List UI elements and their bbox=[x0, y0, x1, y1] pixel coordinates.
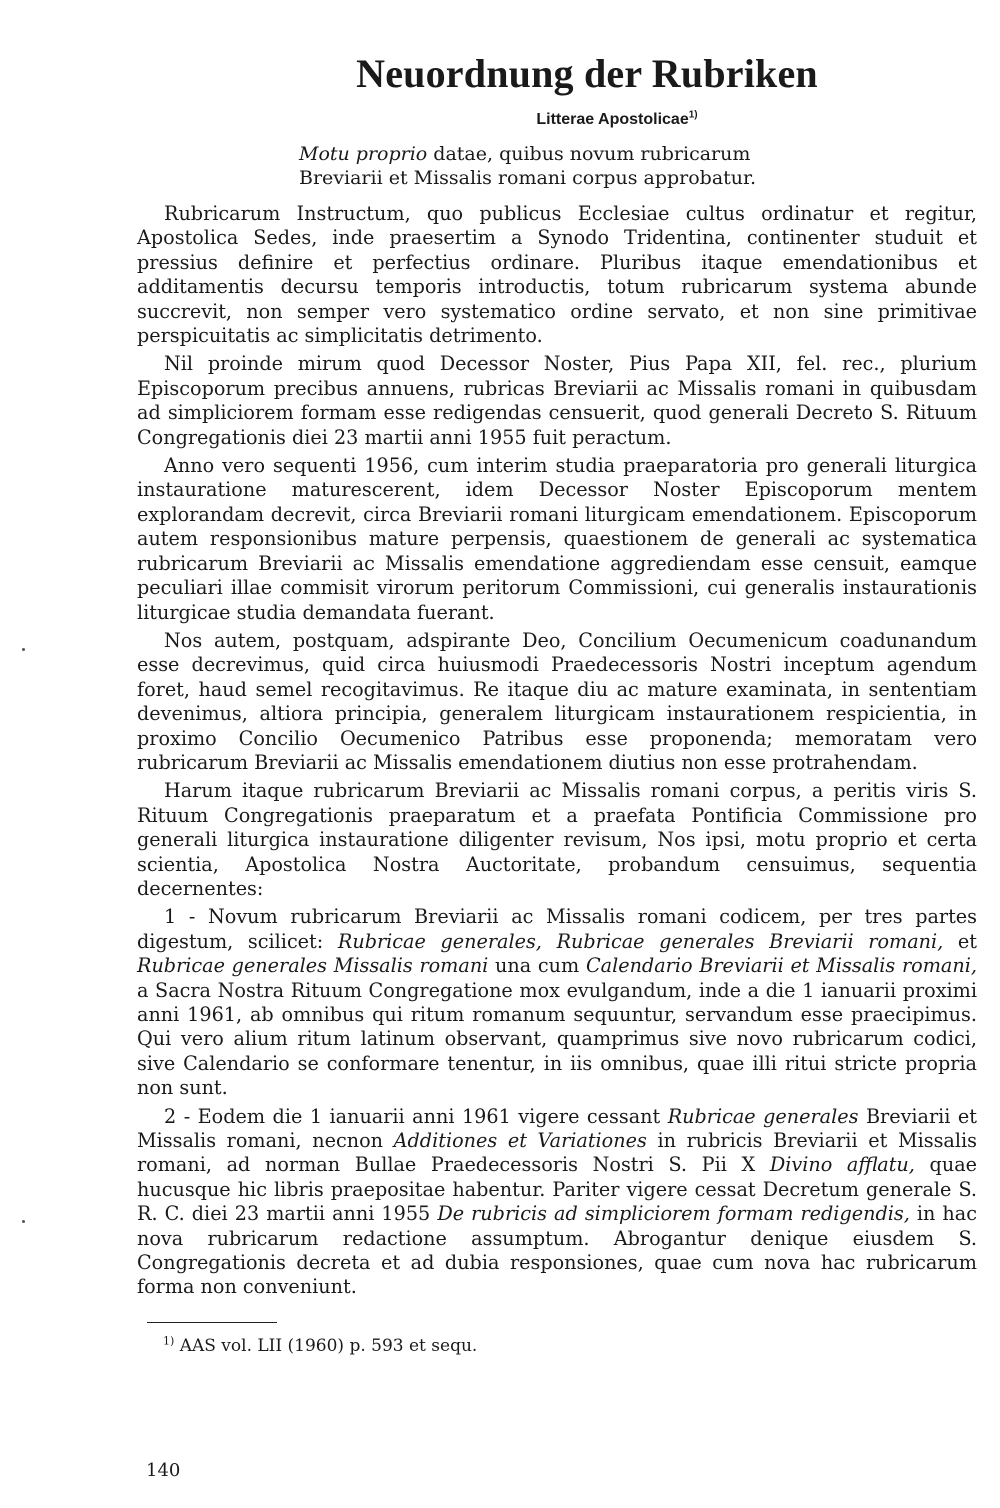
paragraph-7-italic: Divino afflatu, bbox=[769, 1153, 915, 1177]
intro-line-2: Breviarii et Missalis romani corpus approbatur. bbox=[299, 167, 757, 189]
body-text bbox=[137, 202, 977, 1300]
footnote-text: AAS vol. LII (1960) p. 593 et sequ. bbox=[174, 1335, 478, 1356]
paragraph-6-italic: Rubricae generales, Rubricae generales Breviarii romani, bbox=[337, 929, 944, 953]
document-page bbox=[137, 48, 977, 1357]
paragraph-6 bbox=[137, 905, 977, 1100]
paragraph-1: Rubricarum Instructum, quo publicus Ecclesiae cultus ordinatur et regitur, Apostolica Sedes, inde praesertim a Synodo Tridentina, continenter studuit et pressius definire et perfectius ordinare. Pluribus itaque emendationibus et additamentis decursu temporis introductis, totum rubricarum systema abunde succrevit, non semper vero systematico ordine servato, et non sine primitivae perspicuitatis ac simplicitatis detrimento. bbox=[137, 202, 977, 348]
intro-block bbox=[299, 142, 977, 190]
paragraph-7-text: 2 - Eodem die 1 ianuarii anni 1961 vigere cessant bbox=[164, 1104, 668, 1128]
paragraph-5: Harum itaque rubricarum Breviarii ac Missalis romani corpus, a peritis viris S. Rituum Congregationis praeparatum et a praefata Pontificia Commissione pro generali liturgica instauratione diligenter revisum, Nos ipsi, motu proprio et certa scientia, Apostolica Nostra Auctoritate, probandum censuimus, sequentia decernentes: bbox=[137, 779, 977, 900]
paragraph-7-italic: Rubricae generales bbox=[667, 1104, 859, 1128]
footnote-reference: 1) bbox=[688, 109, 698, 121]
paragraph-6-italic: Calendario Breviarii et Missalis romani, bbox=[585, 954, 977, 978]
paragraph-6-italic: Rubricae generales Missalis romani bbox=[137, 954, 489, 978]
page-title: Neuordnung der Rubriken bbox=[356, 51, 818, 96]
paragraph-4: Nos autem, postquam, adspirante Deo, Concilium Oecumenicum coadunandum esse decrevimus, quid circa huiusmodi Praedecessoris Nostri inceptum agendum foret, haud semel recogitavimus. Re itaque diu ac mature examinata, in sententiam devenimus, altiora principia, generalem liturgicam instaurationem respicientia, in proximo Concilio Oecumenico Patribus esse proponenda; memoratam vero rubricarum Breviarii ac Missalis emendationem diutius non esse protrahendam. bbox=[137, 628, 977, 774]
margin-speck bbox=[22, 1220, 25, 1223]
intro-line-1-rest: datae, quibus novum rubricarum bbox=[427, 143, 751, 165]
paragraph-2: Nil proinde mirum quod Decessor Noster, Pius Papa XII, fel. rec., plurium Episcoporum precibus annuens, rubricas Breviarii ac Missalis romani in quibusdam ad simpliciorem formam esse redigendas censuerit, quod generali Decreto S. Rituum Congregationis diei 23 martii anni 1955 fuit peractum. bbox=[137, 352, 977, 449]
footnote bbox=[163, 1335, 977, 1357]
subtitle bbox=[257, 108, 977, 132]
footnote-marker: 1) bbox=[163, 1334, 175, 1348]
paragraph-7-text: in rubricis Breviarii et Missalis romani, ad norman Bullae Praedecessoris Nostri S. Pii X bbox=[137, 1129, 977, 1177]
subtitle-text: Litterae Apostolicae bbox=[536, 111, 689, 128]
paragraph-7-italic: Additiones et Variationes bbox=[393, 1129, 647, 1153]
page-number: 140 bbox=[146, 1460, 181, 1481]
paragraph-6-text: a Sacra Nostra Rituum Congregatione mox evulgandum, inde a die 1 ianuarii proximi anni 1961, ab omnibus qui ritum romanum sequuntur, servandum esse praecipimus. Qui vero alium ritum latinum observant, quamprimus sive novo rubricarum codici, sive Calendario se conformare tenentur, in iis omnibus, quae illi ritui stricte propria non sunt. bbox=[137, 978, 977, 1100]
paragraph-6-text: et bbox=[943, 929, 978, 953]
paragraph-7-text: in hac nova rubricarum redactione assumptum. Abrogantur denique eiusdem S. Congregationis decreta et ad dubia responsiones, quae cum nova hac rubricarum forma non conveniunt. bbox=[137, 1202, 977, 1299]
intro-italic-lead: Motu proprio bbox=[299, 143, 428, 165]
paragraph-7-text: Breviarii et Missalis romani, necnon bbox=[137, 1104, 977, 1153]
margin-speck bbox=[22, 648, 25, 651]
intro-line-1 bbox=[299, 142, 977, 166]
paragraph-7 bbox=[137, 1105, 977, 1300]
footnote-divider bbox=[147, 1322, 277, 1323]
paragraph-6-text: una cum bbox=[488, 954, 586, 978]
paragraph-6-text: 1 - Novum rubricarum Breviarii ac Missalis romani codicem, per tres partes digestum, scilicet: bbox=[137, 905, 977, 953]
paragraph-3: Anno vero sequenti 1956, cum interim studia praeparatoria pro generali liturgica instauratione maturescerent, idem Decessor Noster Episcoporum mentem explorandam decrevit, circa Breviarii romani liturgicam emendationem. Episcoporum autem responsionibus mature perpensis, quaestionem de generali ac systematica rubricarum Breviarii ac Missalis emendatione aggrediendam esse censuit, eamque peculiari illae commisit virorum peritorum Commissioni, cui generalis instaurationis liturgicae studia demandata fuerant. bbox=[137, 454, 977, 624]
paragraph-7-italic: De rubricis ad simpliciorem formam redigendis, bbox=[437, 1202, 910, 1226]
paragraph-7-text: quae hucusque hic libris praepositae habentur. Pariter vigere cessat Decretum generale S. R. C. diei 23 martii anni 1955 bbox=[137, 1153, 977, 1226]
